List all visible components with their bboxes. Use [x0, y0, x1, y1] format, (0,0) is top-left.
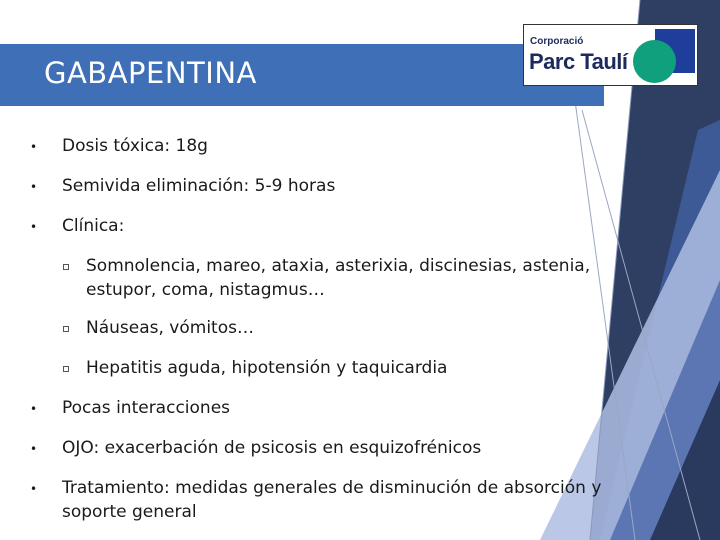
sub-bullet-sintomas-line1: Somnolencia, mareo, ataxia, asterixia, discinesias, astenia, [86, 256, 591, 276]
slide-title: GABAPENTINA [44, 56, 257, 90]
bullet-dot-icon: • [30, 220, 38, 234]
bullet-dosis: Dosis tóxica: 18g [62, 136, 208, 156]
bullet-interacciones: Pocas interacciones [62, 398, 231, 418]
sub-bullet-square-icon [63, 366, 69, 372]
bullet-tratamiento-line1: Tratamiento: medidas generales de disminución de absorción y [62, 478, 602, 498]
bullet-semivida: Semivida eliminación: 5-9 horas [62, 176, 336, 196]
bullet-ojo: OJO: exacerbación de psicosis en esquizofrénicos [62, 438, 482, 458]
logo-line-2: Parc Taulí [529, 49, 628, 74]
bullet-dot-icon: • [30, 180, 38, 194]
sub-bullet-square-icon [63, 264, 69, 270]
logo-line-1: Corporació [530, 36, 584, 47]
sub-bullet-square-icon [63, 326, 69, 332]
bullet-dot-icon: • [30, 402, 38, 416]
bullet-dot-icon: • [30, 482, 38, 496]
bullet-clinica: Clínica: [62, 216, 125, 236]
sub-bullet-sintomas-line2: estupor, coma, nistagmus… [86, 280, 325, 300]
sub-bullet-hepatitis: Hepatitis aguda, hipotensión y taquicardia [86, 358, 448, 378]
sub-bullet-nauseas: Náuseas, vómitos… [86, 318, 254, 338]
bullet-dot-icon: • [30, 140, 38, 154]
bullet-dot-icon: • [30, 442, 38, 456]
bullet-tratamiento-line2: soporte general [62, 502, 197, 522]
